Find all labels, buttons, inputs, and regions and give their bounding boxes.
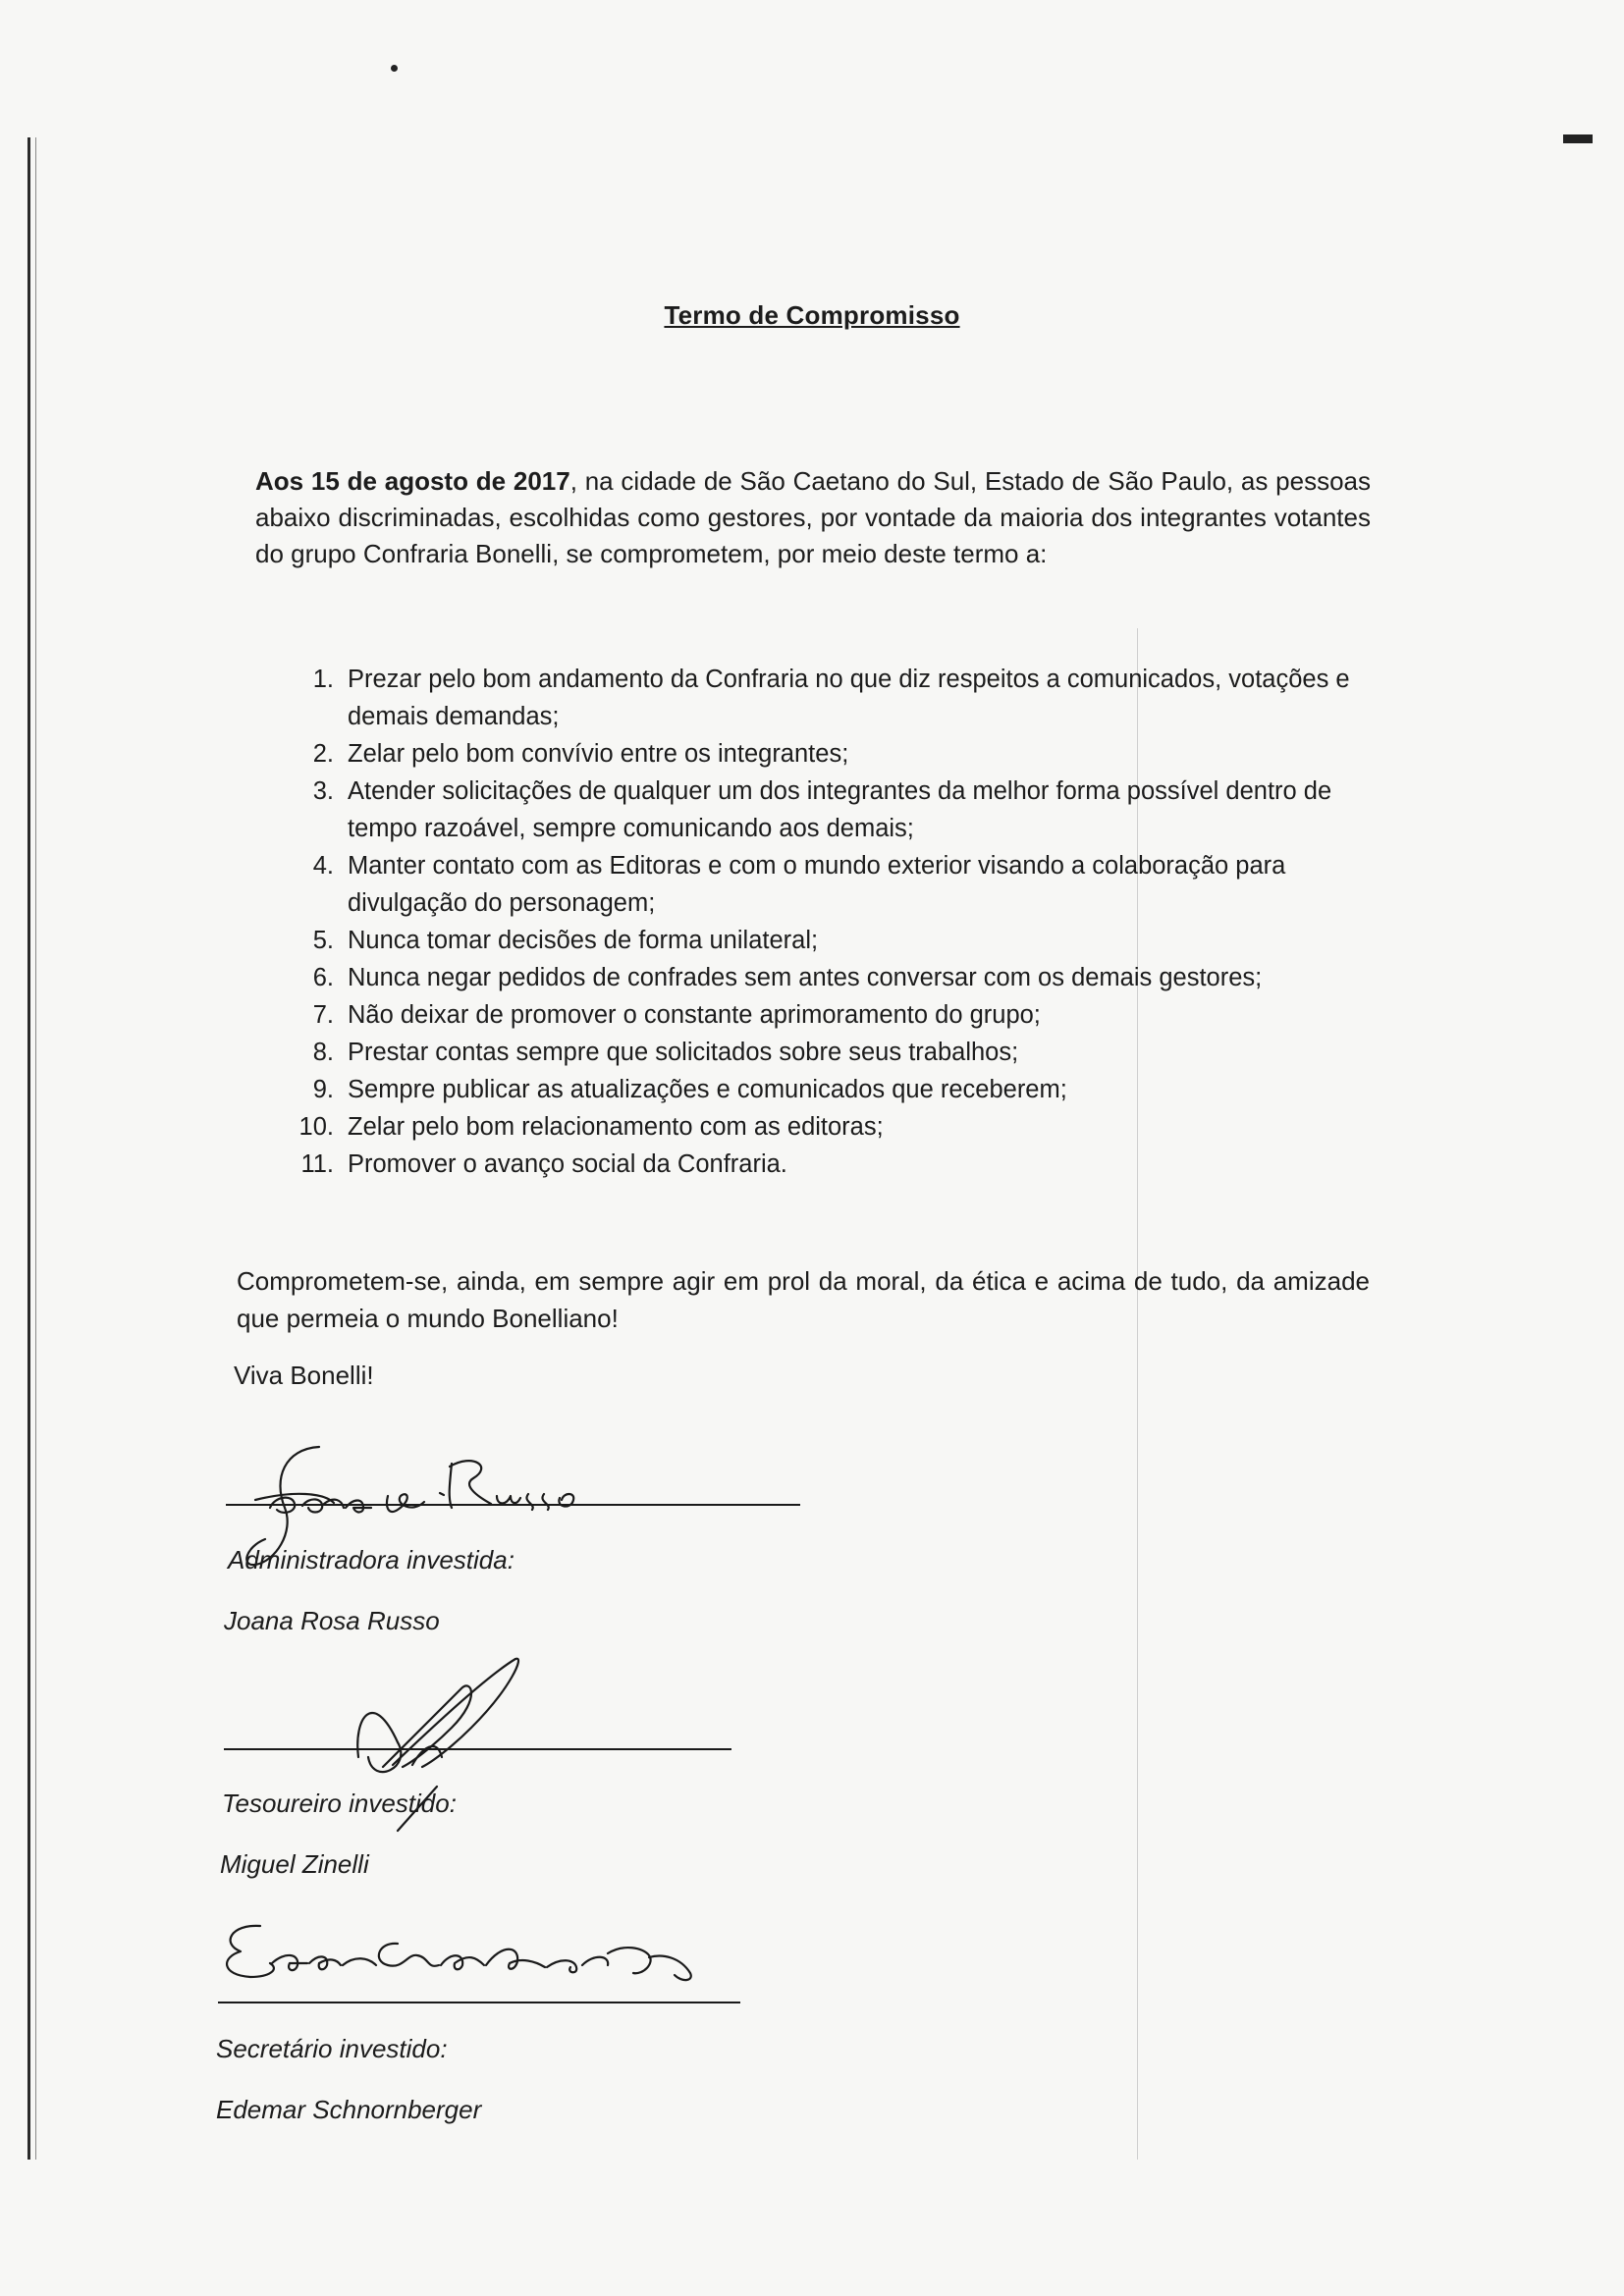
signatory-name-2: Miguel Zinelli [220,1849,369,1879]
list-item-number: 7. [312,1001,334,1029]
intro-text: , na cidade de São Caetano do Sul, Estado de São Paulo, as pessoas abaixo discriminadas, escolhidas como gestores, por vontade da maioria dos integrantes votantes do grupo Confraria Bonelli, se comprometem, por meio deste termo a: [255,466,1372,568]
list-item-number: 11. [300,1150,334,1178]
signature-line-2 [224,1748,731,1750]
list-item-number: 2. [312,740,334,768]
intro-date: 15 de agosto de 2017 [310,466,570,496]
list-item-text: Nunca negar pedidos de confrades sem antes conversar com os demais gestores; [348,964,1263,991]
list-item [295,735,1375,773]
list-item-number: 5. [312,927,334,954]
intro-paragraph [255,463,1371,572]
list-item-text: Sempre publicar as atualizações e comunicados que receberem; [348,1076,1067,1103]
list-item-text: Nunca tomar decisões de forma unilateral; [348,927,819,954]
list-item-number: 3. [312,777,334,805]
signature-line-3 [218,2002,740,2003]
scan-dot [391,65,398,72]
intro-lead: Aos [255,466,311,496]
signatory-name-3: Edemar Schnornberger [216,2095,482,2124]
list-item [295,1034,1375,1071]
list-item-number: 9. [312,1076,334,1103]
signatory-name-1: Joana Rosa Russo [224,1606,440,1635]
list-item [295,922,1375,959]
list-item-text: Zelar pelo bom relacionamento com as editoras; [348,1113,884,1141]
commitment-list [295,661,1375,1183]
signature-3 [211,1914,722,2002]
list-item [295,661,1375,735]
signature-line-1 [226,1504,800,1506]
list-item [295,847,1375,922]
list-item-number: 6. [312,964,334,991]
list-item-number: 8. [312,1039,334,1066]
list-item-number: 4. [312,852,334,880]
viva-line: Viva Bonelli! [234,1361,374,1390]
scan-mark [1563,134,1593,143]
signatory-role-1: Administradora investida: [228,1545,514,1575]
list-item-number: 1. [312,666,334,693]
signatory-role-2: Tesoureiro investido: [222,1789,457,1818]
list-item-number: 10. [298,1113,334,1141]
list-item-text: Manter contato com as Editoras e com o mundo exterior visando a colaboração para divulgação do personagem; [348,852,1286,917]
list-item [295,996,1375,1034]
list-item-text: Zelar pelo bom convívio entre os integrantes; [348,740,849,768]
list-item-text: Atender solicitações de qualquer um dos integrantes da melhor forma possível dentro de tempo razoável, sempre comunicando aos demais; [348,777,1332,842]
list-item-text: Não deixar de promover o constante aprimoramento do grupo; [348,1001,1041,1029]
signatory-role-3: Secretário investido: [216,2034,448,2063]
list-item [295,773,1375,847]
scan-edge-line [35,137,36,2160]
list-item-text: Prezar pelo bom andamento da Confraria no que diz respeitos a comunicados, votações e demais demandas; [348,666,1350,730]
list-item [295,1146,1375,1183]
list-item [295,1071,1375,1108]
list-item [295,959,1375,996]
closing-paragraph: Comprometem-se, ainda, em sempre agir em prol da moral, da ética e acima de tudo, da amizade que permeia o mundo Bonelliano! [237,1266,1370,1333]
list-item-text: Promover o avanço social da Confraria. [348,1150,787,1178]
scan-edge-line [27,137,30,2160]
document-title: Termo de Compromisso [664,300,960,330]
list-item-text: Prestar contas sempre que solicitados sobre seus trabalhos; [348,1039,1019,1066]
list-item [295,1108,1375,1146]
